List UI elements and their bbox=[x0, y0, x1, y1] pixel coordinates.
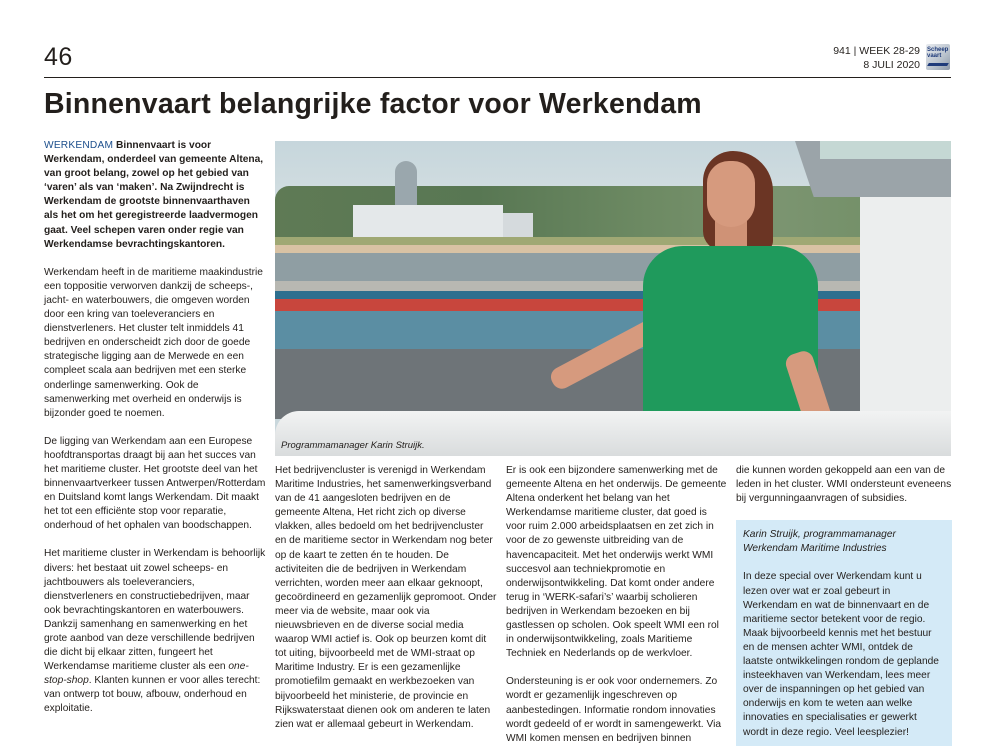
page-number: 46 bbox=[44, 43, 73, 71]
issue-date: 8 JULI 2020 bbox=[863, 59, 920, 71]
photo-building bbox=[353, 205, 503, 237]
article-column-1 bbox=[44, 139, 266, 731]
lead-text: Binnenvaart is voor Werkendam, onderdeel van gemeente Altena, van groot belang, zowel op het gebied van ‘varen’ als van ‘maken’. Na Zwijndrecht is Werkendam de grootste binnenvaarthaven als het om het geregistreerde laadvermogen gaat. Veel schepen varen onder regie van Werkendamse bevrachtingskantoren. bbox=[44, 140, 264, 250]
paragraph: Er is ook een bijzondere samenwerking met de gemeente Altena en het onderwijs. De gemeente Altena onderkent het belang van het Werkendamse maritieme cluster, dat goed is voor ruim 2.000 arbeidsplaatsen en zet zich in voor de zo gewenste uitbreiding van de havencapaciteit. Met het onderwijs werkt WMI succesvol aan techniekpromotie en onderwijsontwikkeling. Dat komt onder andere terug in ‘WERK-safari’s’ waarbij scholieren bedrijven in Werkendam bezoeken en bij gastlessen op scholen. Ook speelt WMI een rol in onderwijsontwikkeling, zoals Maritieme Techniek en Nederlands op de werkvloer. bbox=[506, 465, 727, 660]
article-photo bbox=[275, 141, 951, 456]
paragraph bbox=[44, 547, 266, 716]
paragraph: Werkendam heeft in de maritieme maakindustrie een toppositie verworven dankzij de scheeps-, jacht- en waterbouwers, die omgeven worden door een kring van toeleveranciers en dienstverleners. Het cluster telt inmiddels 41 bedrijven en onderscheidt zich door de goede strategische ligging aan de Merwede en een compleet scala aan bedrijven met een sterke onderlinge samenwerking. Ook de samenwerking met overheid en onderwijs is bijzonder goed te noemen. bbox=[44, 266, 263, 419]
article-column-3 bbox=[506, 464, 728, 746]
logo-wave-icon bbox=[927, 63, 949, 66]
photo-building bbox=[503, 213, 533, 237]
sidebar-text: In deze special over Werkendam kunt u lezen over wat er zoal gebeurt in Werkendam en wat de binnenvaart en de maritieme sector betekent voor de regio. Maak bijvoorbeeld kennis met het bestuur en de mensen achter WMI, ontdek de laatste ontwikkelingen rondom de geplande insteekhaven van Werkendam, lees meer over de inspanningen op het gebied van onderwijs en kom te weten aan welke innovaties en specialisaties er gewerkt wordt in deze regio. Veel leesplezier! bbox=[743, 571, 939, 738]
paragraph-text: . Klanten kunnen er voor alles terecht: van ontwerp tot bouw, afbouw, onderhoud en exploitatie. bbox=[44, 675, 261, 715]
photo-river bbox=[275, 253, 951, 283]
sidebar-byline: Karin Struijk, programmamanager Werkendam Maritime Industries bbox=[743, 529, 896, 555]
photo-person-green-dress bbox=[643, 246, 818, 431]
logo-text: Scheep vaart bbox=[927, 47, 949, 59]
issue-week: 941 | WEEK 28-29 bbox=[833, 45, 920, 57]
paragraph-text: Het maritieme cluster in Werkendam is behoorlijk divers: het bestaat uit zowel scheeps- en jachtbouwers als toeleveranciers, dienstverleners en constructiebedrijven, maar ook bevrachtingskantoren en waterbouwers. Dankzij samenhang en samenwerking en het grote aanbod van deze verschillende bedrijven die dicht bij elkaar zitten, fungeert het Werkendamse maritieme cluster als een bbox=[44, 548, 266, 673]
dateline: WERKENDAM bbox=[44, 140, 114, 151]
article-column-4 bbox=[736, 464, 952, 746]
photo-person-face bbox=[707, 161, 755, 227]
photo-wheelhouse-window bbox=[820, 141, 951, 159]
paragraph: Het bedrijvencluster is verenigd in Werkendam Maritime Industries, het samenwerkingsverband van de 41 aangesloten bedrijven en de gemeente Altena, Het richt zich op diverse vlakken, alles bedoeld om het bedrijvencluster en de maritieme sector in Werkendam nog beter op de kaart te zetten én te houden. De activiteiten die de bedrijven in Werkendam verrichten, worden meer aan elkaar geknoopt, gecoördineerd en gezamenlijk gepromoot. Onder meer via de website, maar ook via nieuwsbrieven en de diverse social media waarop WMI actief is. Ook op beurzen komt dit tot uiting, bijvoorbeeld met de WMI-straat op Maritime Industry. Er is een gezamenlijke promotiefilm gemaakt en werkbezoeken van bijvoorbeeld het ministerie, de provincie en Rijkswaterstaat dienen ook om anderen te laten zien wat er allemaal gebeurt in Werkendam. bbox=[275, 465, 497, 730]
photo-water-tower bbox=[395, 161, 417, 211]
article-headline: Binnenvaart belangrijke factor voor Werkendam bbox=[44, 88, 702, 120]
paragraph: De ligging van Werkendam aan een Europese hoofdtransportas draagt bij aan het succes van het maritieme cluster. Het grootste deel van het binnenvaartverkeer tussen Antwerpen/Rotterdam en Duitsland komt langs Werkendam. Dit maakt het tot een efficiënte stop voor reparatie, onderhoud of het ophalen van boodschappen. bbox=[44, 435, 266, 532]
sidebar-box bbox=[736, 520, 952, 746]
paragraph: die kunnen worden gekoppeld aan een van de leden in het cluster. WMI ondersteunt eveneens bij vergunningaanvragen of subsidies. bbox=[736, 465, 952, 505]
header-divider bbox=[44, 77, 951, 78]
photo-barge-stripe bbox=[275, 299, 951, 311]
photo-caption: Programmamanager Karin Struijk. bbox=[281, 440, 425, 451]
scheepvaart-logo-icon bbox=[926, 44, 950, 70]
paragraph: Ondersteuning is er ook voor ondernemers. Zo wordt er gezamenlijk ingeschreven op aanbestedingen. Informatie rondom innovaties wordt gedeeld of er wordt in samengewerkt. Via WMI komen mensen en bedrijven binnen bbox=[506, 676, 721, 744]
issue-info bbox=[833, 44, 920, 72]
photo-sand bbox=[275, 245, 951, 253]
article-lead bbox=[44, 139, 266, 252]
article-column-2 bbox=[275, 464, 497, 746]
emphasis-text: one-stop-shop bbox=[44, 661, 249, 687]
